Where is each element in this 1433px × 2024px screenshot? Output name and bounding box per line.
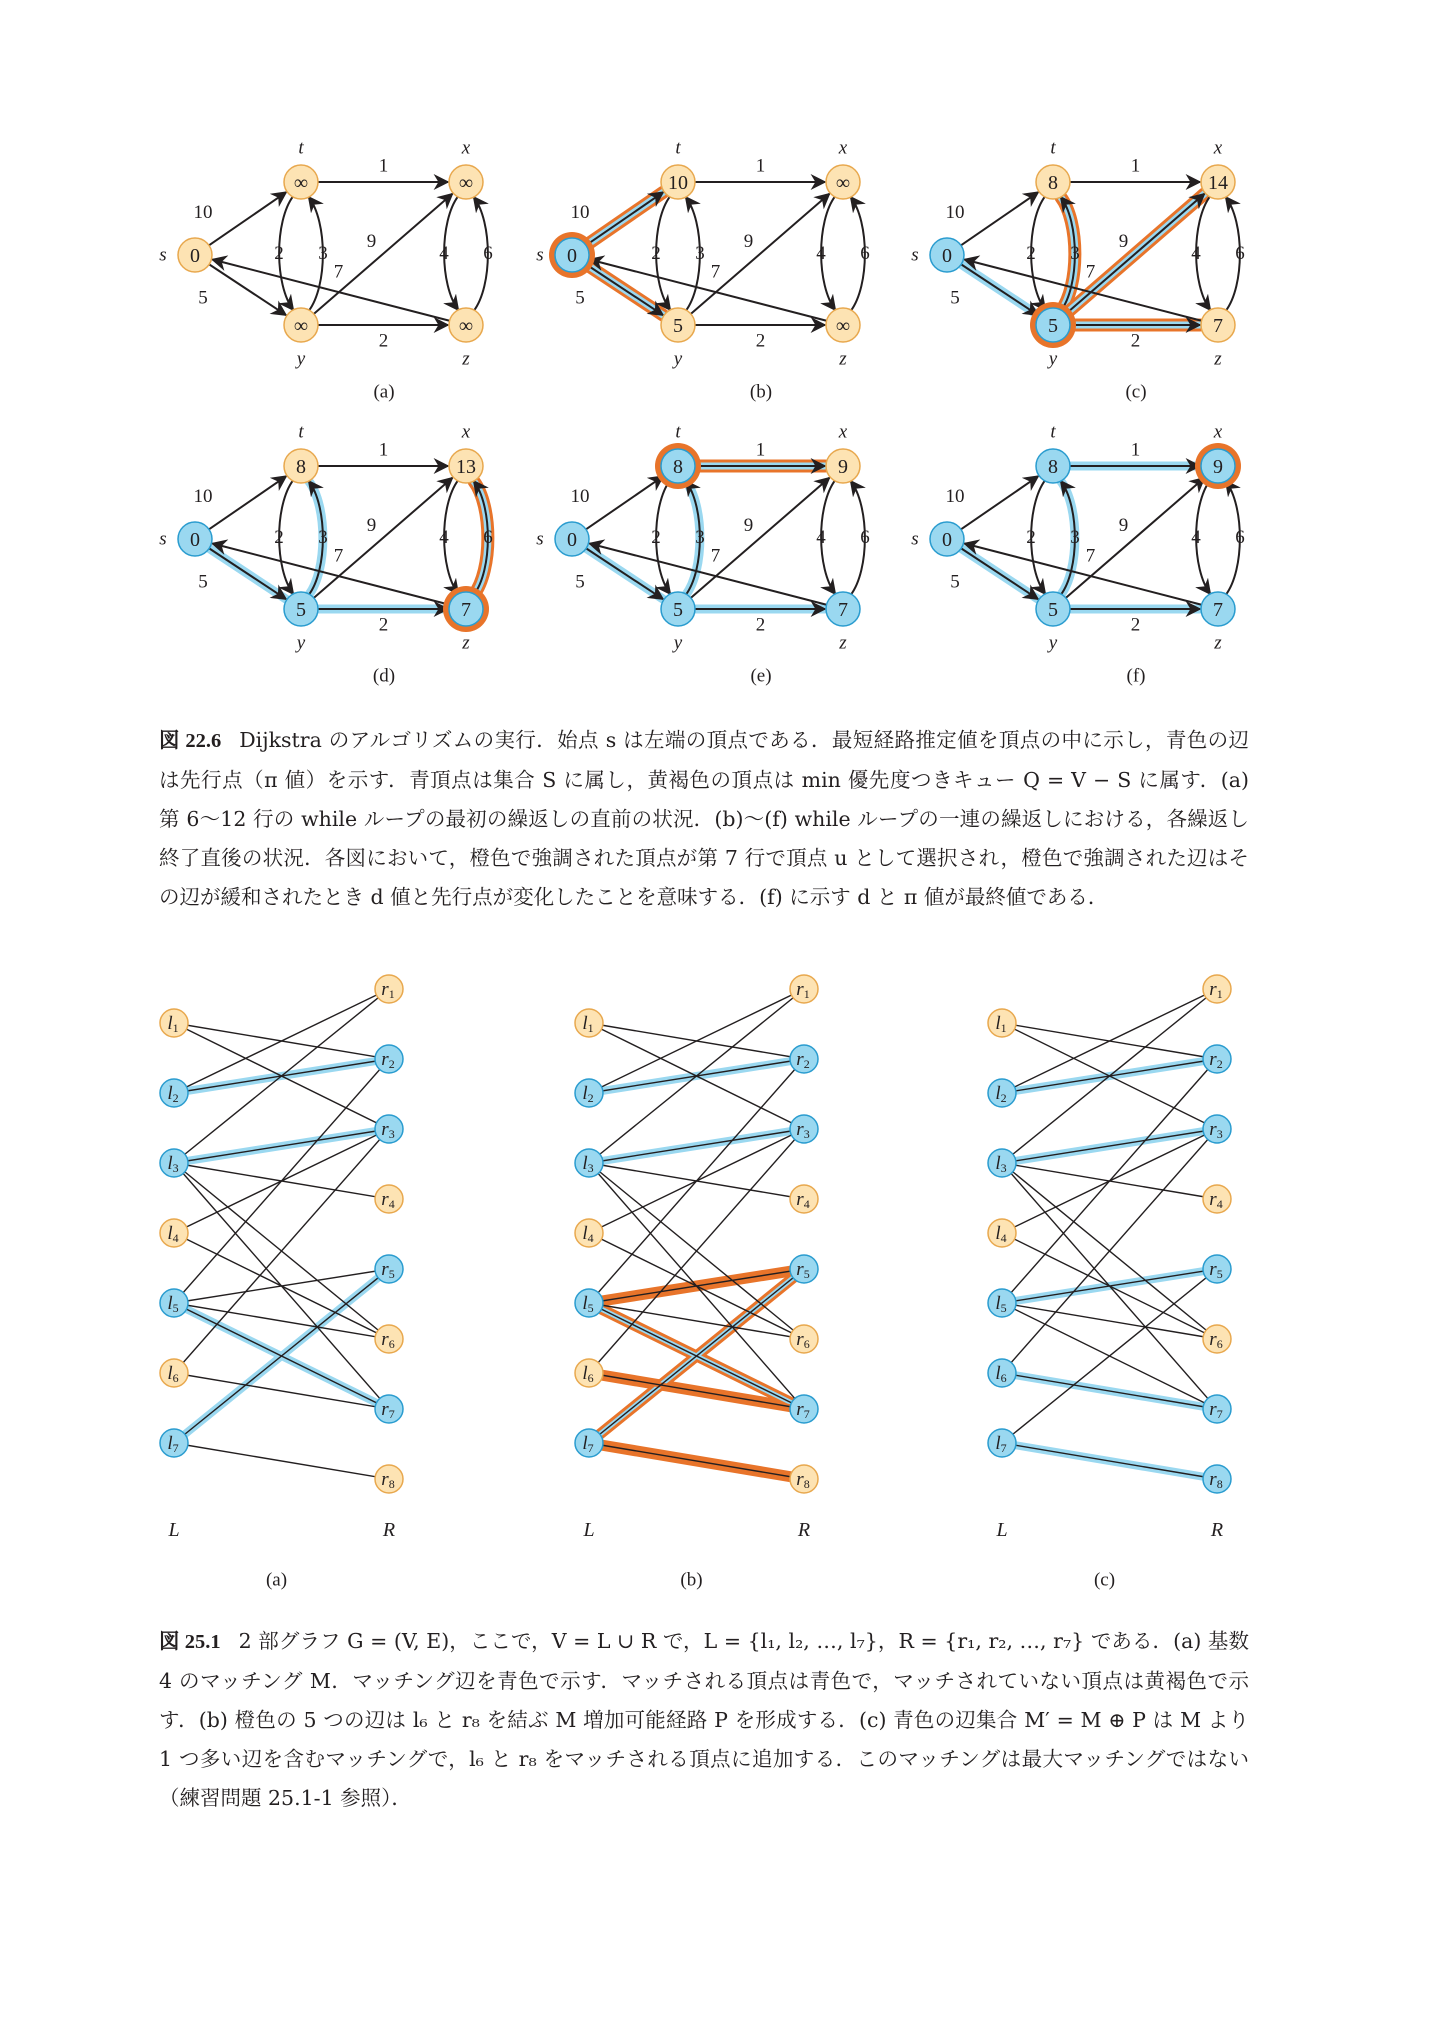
edge-l7-r8 [589,1443,804,1479]
vertex-r1-label: $r_1$ [381,978,395,1001]
vertex-r7-label: $r_7$ [796,1398,810,1421]
right-set-label: R [382,1519,396,1541]
matching-panel-c [988,975,1231,1591]
vertex-r1-label: $r_1$ [1209,978,1223,1001]
edge-l6-r7 [1002,1373,1217,1409]
edge-s-t [209,192,286,245]
edge-s-y [209,548,286,599]
vertex-t-d-value: 8 [673,456,683,478]
vertex-t-d-value: 10 [668,172,688,194]
edge-weight-t-y: 2 [651,243,661,264]
vertex-l1-label: $l_1$ [582,1012,594,1035]
edge-weight-t-y: 2 [1026,527,1036,548]
vertex-r3-label: $r_3$ [381,1118,395,1141]
vertex-l3-label: $l_3$ [995,1152,1007,1175]
edge-weight-t-x: 1 [1130,439,1141,461]
vertex-r8-label: $r_8$ [1209,1468,1223,1491]
edge-weight-y-t: 3 [695,243,705,264]
vertex-l3-label: $l_3$ [582,1152,594,1175]
edge-s-t [586,476,663,529]
vertex-r2-label: $r_2$ [381,1048,395,1071]
vertex-r8-label: $r_8$ [381,1468,395,1491]
vertex-l1-label: $l_1$ [167,1012,179,1035]
vertex-s-name: s [159,244,167,266]
edge-weight-t-x: 1 [755,155,766,177]
edge-s-t [586,192,663,245]
dijkstra-panel-label: (d) [372,665,396,687]
left-set-label: L [583,1519,595,1541]
edge-weight-y-x: 9 [743,515,754,536]
vertex-x-d-value: 14 [1208,172,1228,194]
vertex-x-name: x [1213,421,1223,443]
figure-22-6-caption [159,721,1249,917]
edge-weight-x-z: 4 [1191,527,1201,548]
edge-weight-s-y: 5 [575,571,585,593]
vertex-y-d-value: 5 [296,599,306,621]
edge-l3-r3 [1002,1129,1217,1163]
vertex-z-d-value: ∞ [835,315,851,337]
vertex-l7-label: $l_7$ [582,1432,594,1455]
vertex-y-name: y [296,632,306,654]
vertex-l6-label: $l_6$ [167,1362,179,1385]
figure-22-6 [0,0,1433,700]
edge-l5-r2 [589,1059,804,1303]
edge-l5-r2 [174,1059,389,1303]
edge-weight-z-x: 6 [1235,243,1245,264]
edge-weight-x-z: 4 [816,527,826,548]
vertex-t-name: t [675,421,681,443]
vertex-x-name: x [461,421,471,443]
vertex-t-name: t [298,421,304,443]
vertex-r5-label: $r_5$ [796,1258,810,1281]
edge-l3-r3 [589,1129,804,1163]
vertex-s-name: s [911,244,919,266]
vertex-x-name: x [1213,137,1223,159]
vertex-l5-label: $l_5$ [995,1292,1007,1315]
edge-s-y [586,548,663,599]
edge-weight-x-z: 4 [1191,243,1201,264]
matching-panel-label: (c) [1093,1569,1116,1591]
edge-weight-y-z: 2 [378,330,389,352]
vertex-r3-label: $r_3$ [796,1118,810,1141]
vertex-s-name: s [536,528,544,550]
edge-y-x [314,478,453,598]
edge-l3-r3 [174,1129,389,1163]
edge-weight-y-t: 3 [695,527,705,548]
vertex-y-d-value: 5 [1048,599,1058,621]
edge-l7-r5 [174,1269,389,1443]
vertex-l6-label: $l_6$ [582,1362,594,1385]
vertex-r6-label: $r_6$ [796,1328,810,1351]
vertex-l7-label: $l_7$ [167,1432,179,1455]
dijkstra-panel-d [159,422,492,687]
edge-l7-r8 [1002,1443,1217,1479]
edge-weight-s-t: 10 [945,202,965,223]
figure-25-1-caption-label: 図 25.1 [159,1631,221,1653]
edge-weight-z-s: 7 [710,261,721,283]
vertex-r3-label: $r_3$ [1209,1118,1223,1141]
edge-weight-y-t: 3 [318,243,328,264]
vertex-s-d-value: 0 [190,529,200,551]
edge-weight-y-z: 2 [378,614,389,636]
edge-weight-z-x: 6 [483,243,493,264]
edge-weight-t-y: 2 [274,527,284,548]
right-set-label: R [797,1519,811,1541]
dijkstra-panel-a [159,138,492,403]
edge-weight-s-y: 5 [950,571,960,593]
dijkstra-panel-e [536,422,869,687]
edge-s-y [586,264,663,315]
figure-25-1 [0,950,1433,1610]
vertex-s-name: s [911,528,919,550]
vertex-l1-label: $l_1$ [995,1012,1007,1035]
vertex-s-name: s [536,244,544,266]
vertex-x-name: x [461,137,471,159]
edge-weight-y-z: 2 [1130,330,1141,352]
edge-weight-y-x: 9 [743,231,754,252]
vertex-y-name: y [1048,348,1058,370]
edge-s-y [961,264,1038,315]
edge-weight-s-t: 10 [193,202,213,223]
edge-weight-s-t: 10 [570,202,590,223]
matching-panel-label: (a) [265,1569,288,1591]
vertex-y-name: y [1048,632,1058,654]
matching-panel-a [160,975,403,1591]
edge-weight-t-y: 2 [651,527,661,548]
edge-weight-z-x: 6 [483,527,493,548]
vertex-t-d-value: 8 [1048,456,1058,478]
dijkstra-panel-c [911,138,1244,403]
vertex-y-d-value: 5 [673,599,683,621]
vertex-s-d-value: 0 [567,529,577,551]
vertex-r4-label: $r_4$ [796,1188,810,1211]
vertex-x-d-value: 9 [1213,456,1223,478]
edge-weight-z-s: 7 [333,545,344,567]
vertex-l5-label: $l_5$ [582,1292,594,1315]
edge-l6-r3 [1002,1129,1217,1373]
vertex-s-name: s [159,528,167,550]
vertex-z-name: z [839,348,847,370]
vertex-z-name: z [1214,632,1222,654]
edge-weight-z-x: 6 [860,527,870,548]
vertex-l4-label: $l_4$ [167,1222,179,1245]
vertex-z-name: z [1214,348,1222,370]
edge-weight-s-y: 5 [950,287,960,309]
edge-weight-z-s: 7 [1085,261,1096,283]
vertex-r6-label: $r_6$ [1209,1328,1223,1351]
edge-weight-t-y: 2 [274,243,284,264]
edge-weight-y-x: 9 [1118,231,1129,252]
edge-weight-t-x: 1 [755,439,766,461]
vertex-y-name: y [673,632,683,654]
vertex-l4-label: $l_4$ [582,1222,594,1245]
edge-y-x [691,194,830,314]
vertex-l2-label: $l_2$ [167,1082,179,1105]
edge-weight-y-t: 3 [318,527,328,548]
vertex-r6-label: $r_6$ [381,1328,395,1351]
figure-22-6-caption-label: 図 22.6 [159,730,222,752]
vertex-r2-label: $r_2$ [1209,1048,1223,1071]
edge-weight-z-s: 7 [333,261,344,283]
vertex-t-d-value: 8 [296,456,306,478]
vertex-y-d-value: 5 [1048,315,1058,337]
edge-l7-r8 [174,1443,389,1479]
vertex-r5-label: $r_5$ [1209,1258,1223,1281]
right-set-label: R [1210,1519,1224,1541]
edge-weight-y-z: 2 [755,330,766,352]
edge-weight-s-y: 5 [575,287,585,309]
vertex-l2-label: $l_2$ [582,1082,594,1105]
edge-weight-t-x: 1 [378,439,389,461]
dijkstra-panel-b [536,138,869,403]
vertex-s-d-value: 0 [942,529,952,551]
edge-s-t [961,476,1038,529]
edge-y-x [691,478,830,598]
edge-l5-r2 [1002,1059,1217,1303]
edge-weight-s-t: 10 [193,486,213,507]
edge-s-t [961,192,1038,245]
vertex-t-name: t [1050,137,1056,159]
vertex-x-d-value: 9 [838,456,848,478]
edge-weight-y-t: 3 [1070,243,1080,264]
edge-l5-r5 [1002,1269,1217,1303]
vertex-r8-label: $r_8$ [796,1468,810,1491]
edge-weight-s-y: 5 [198,287,208,309]
dijkstra-panel-label: (f) [1126,665,1146,687]
vertex-r2-label: $r_2$ [796,1048,810,1071]
figure-25-1-caption [159,1622,1249,1818]
edge-weight-s-y: 5 [198,571,208,593]
edge-l6-r3 [589,1129,804,1373]
vertex-y-d-value: 5 [673,315,683,337]
vertex-r4-label: $r_4$ [1209,1188,1223,1211]
vertex-z-d-value: 7 [461,599,471,621]
vertex-y-name: y [296,348,306,370]
edge-s-t [209,476,286,529]
edge-weight-x-z: 4 [439,243,449,264]
edge-weight-y-t: 3 [1070,527,1080,548]
vertex-t-name: t [298,137,304,159]
vertex-l7-label: $l_7$ [995,1432,1007,1455]
dijkstra-panel-f [911,422,1244,687]
edge-weight-z-x: 6 [860,243,870,264]
vertex-x-name: x [838,421,848,443]
edge-weight-y-x: 9 [366,515,377,536]
vertex-s-d-value: 0 [942,245,952,267]
vertex-x-name: x [838,137,848,159]
vertex-t-d-value: 8 [1048,172,1058,194]
edge-weight-x-z: 4 [439,527,449,548]
edge-weight-t-x: 1 [378,155,389,177]
vertex-t-name: t [1050,421,1056,443]
vertex-z-d-value: 7 [1213,599,1223,621]
dijkstra-panel-label: (b) [749,381,773,403]
vertex-r4-label: $r_4$ [381,1188,395,1211]
figure-25-1-caption-text: 2 部グラフ G = (V, E)，ここで，V = L ∪ R で，L = {l₁, l₂, …, l₇}，R = {r₁, r₂, …, r₇} である．(a) 基数 4 のマッチング M．マッチング辺を青色で示す．マッチされる頂点は青色で，マッチされていない頂点は黄褐色で示す．(b) 橙色の 5 つの辺は l₆ と r₈ を結ぶ M 増加可能経路 P を形成する．(c) 青色の辺集合 M′ = M ⊕ P は M より 1 つ多い辺を含むマッチングで，l₆ と r₈ をマッチされる頂点に追加する．このマッチングは最大マッチングではない（練習問題 25.1-1 参照）． [159,1629,1250,1810]
edge-weight-z-s: 7 [1085,545,1096,567]
edge-weight-y-z: 2 [755,614,766,636]
edge-weight-t-y: 2 [1026,243,1036,264]
matching-panel-label: (b) [680,1569,703,1591]
edge-weight-z-x: 6 [1235,527,1245,548]
edge-weight-y-x: 9 [366,231,377,252]
vertex-l5-label: $l_5$ [167,1292,179,1315]
edge-l6-r3 [174,1129,389,1373]
vertex-r1-label: $r_1$ [796,978,810,1001]
edge-y-x [314,194,453,314]
dijkstra-panel-label: (e) [750,665,772,687]
edge-s-y [209,264,286,315]
vertex-r5-label: $r_5$ [381,1258,395,1281]
edge-l5-r6 [1002,1303,1217,1339]
figure-22-6-caption-text: Dijkstra のアルゴリズムの実行．始点 s は左端の頂点である．最短経路推定値を頂点の中に示し，青色の辺は先行点（π 値）を示す．青頂点は集合 S に属し，黄褐色の頂点は min 優先度つきキュー Q = V − S に属す．(a) 第 6〜12 行の while ループの最初の繰返しの直前の状況．(b)〜(f) while ループの一連の繰返しにおける，各繰返し終了直後の状況．各図において，橙色で強調された頂点が第 7 行で頂点 u として選択され，橙色で強調された辺はその辺が緩和されたとき d 値と先行点が変化したことを意味する．(f) に示す d と π 値が最終値である． [159,728,1249,909]
edge-weight-s-t: 10 [945,486,965,507]
left-set-label: L [996,1519,1008,1541]
vertex-s-d-value: 0 [567,245,577,267]
vertex-x-d-value: 13 [456,456,476,478]
vertex-r7-label: $r_7$ [381,1398,395,1421]
vertex-z-d-value: 7 [1213,315,1223,337]
vertex-y-name: y [673,348,683,370]
edge-weight-z-s: 7 [710,545,721,567]
vertex-l6-label: $l_6$ [995,1362,1007,1385]
vertex-z-d-value: ∞ [458,315,474,337]
edge-weight-y-x: 9 [1118,515,1129,536]
vertex-s-d-value: 0 [190,245,200,267]
vertex-r7-label: $r_7$ [1209,1398,1223,1421]
dijkstra-panel-label: (c) [1125,381,1147,403]
vertex-l4-label: $l_4$ [995,1222,1007,1245]
matching-panel-b [575,975,818,1591]
edge-weight-y-z: 2 [1130,614,1141,636]
vertex-t-d-value: ∞ [293,172,309,194]
vertex-l2-label: $l_2$ [995,1082,1007,1105]
edge-weight-s-t: 10 [570,486,590,507]
vertex-t-name: t [675,137,681,159]
edge-y-x [1066,194,1205,314]
vertex-z-d-value: 7 [838,599,848,621]
edge-weight-t-x: 1 [1130,155,1141,177]
edge-y-x [1066,478,1205,598]
edge-s-y [961,548,1038,599]
vertex-x-d-value: ∞ [835,172,851,194]
vertex-l3-label: $l_3$ [167,1152,179,1175]
left-set-label: L [168,1519,180,1541]
edge-weight-x-z: 4 [816,243,826,264]
vertex-z-name: z [462,348,470,370]
dijkstra-panel-label: (a) [373,381,395,403]
vertex-y-d-value: ∞ [293,315,309,337]
vertex-x-d-value: ∞ [458,172,474,194]
vertex-z-name: z [839,632,847,654]
vertex-z-name: z [462,632,470,654]
